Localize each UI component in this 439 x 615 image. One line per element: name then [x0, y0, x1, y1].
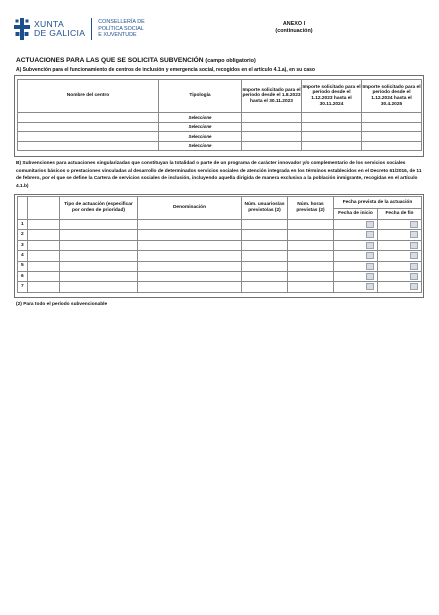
table-row: [18, 141, 422, 151]
header-period: Fecha prevista de la actuación: [334, 197, 422, 209]
start-date-field[interactable]: [334, 251, 378, 261]
end-date-field[interactable]: [378, 271, 422, 281]
header-denomination: Denominación: [138, 197, 242, 220]
header-end-date: Fecha de fin: [378, 209, 422, 220]
blank-cell: [28, 230, 60, 240]
row-number: 7: [18, 282, 28, 292]
denomination-field[interactable]: [138, 271, 242, 281]
calendar-icon[interactable]: [410, 252, 418, 259]
users-field[interactable]: [242, 240, 288, 250]
amount-3-field[interactable]: [362, 141, 422, 151]
section-a-table: [17, 79, 422, 151]
table-header-row: [18, 80, 422, 113]
amount-3-field[interactable]: [362, 122, 422, 132]
row-number: 5: [18, 261, 28, 271]
amount-1-field[interactable]: [242, 132, 302, 142]
calendar-icon[interactable]: [366, 273, 374, 280]
table-row: [18, 271, 422, 281]
denomination-field[interactable]: [138, 251, 242, 261]
type-select[interactable]: Seleccione: [159, 132, 242, 142]
end-date-field[interactable]: [378, 282, 422, 292]
action-type-field[interactable]: [60, 261, 138, 271]
header-row-number: [18, 197, 28, 220]
center-name-field[interactable]: [18, 122, 159, 132]
denomination-field[interactable]: [138, 240, 242, 250]
end-date-field[interactable]: [378, 230, 422, 240]
calendar-icon[interactable]: [410, 231, 418, 238]
section-b-table: [17, 196, 422, 293]
table-row: [18, 122, 422, 132]
start-date-field[interactable]: [334, 271, 378, 281]
department-name: [98, 19, 144, 38]
page-title: [16, 57, 256, 64]
hours-field[interactable]: [288, 230, 334, 240]
logo-wordmark: [34, 20, 85, 38]
blank-cell: [28, 282, 60, 292]
annex-subtitle: (continuación): [275, 28, 313, 34]
header-center-name: Nombre del centro: [18, 80, 159, 113]
hours-field[interactable]: [288, 220, 334, 230]
dept-line3: E XUVENTUDE: [98, 32, 137, 39]
header-users: Núm. usuarios/as previsto/as (2): [242, 197, 288, 220]
blank-cell: [28, 240, 60, 250]
hours-field[interactable]: [288, 240, 334, 250]
page-header: [14, 18, 426, 46]
type-select[interactable]: Seleccione: [159, 113, 242, 123]
action-type-field[interactable]: [60, 220, 138, 230]
type-select[interactable]: Seleccione: [159, 122, 242, 132]
row-number: 2: [18, 230, 28, 240]
start-date-field[interactable]: [334, 240, 378, 250]
header-amount-1: Importe solicitado para el período desde el 1.8.2023 hasta el 30.11.2023: [242, 80, 302, 113]
amount-3-field[interactable]: [362, 113, 422, 123]
row-number: 1: [18, 220, 28, 230]
section-a-box: [14, 75, 424, 157]
users-field[interactable]: [242, 261, 288, 271]
calendar-icon[interactable]: [410, 283, 418, 290]
start-date-field[interactable]: [334, 220, 378, 230]
end-date-field[interactable]: [378, 240, 422, 250]
center-name-field[interactable]: [18, 132, 159, 142]
blank-cell: [28, 271, 60, 281]
action-type-field[interactable]: [60, 271, 138, 281]
action-type-field[interactable]: [60, 240, 138, 250]
calendar-icon[interactable]: [366, 252, 374, 259]
footnote: (2) Para todo el período subvencionable: [16, 302, 108, 307]
blank-cell: [28, 220, 60, 230]
header-hours: Núm. horas previstas (2): [288, 197, 334, 220]
table-row: [18, 230, 422, 240]
header-start-date: Fecha de inicio: [334, 209, 378, 220]
denomination-field[interactable]: [138, 282, 242, 292]
header-action-type: Tipo de actuación (especificar por orden de prioridad): [60, 197, 138, 220]
table-row: [18, 282, 422, 292]
xunta-logo: [14, 18, 145, 40]
section-b-box: [14, 194, 424, 298]
center-name-field[interactable]: [18, 113, 159, 123]
calendar-icon[interactable]: [366, 242, 374, 249]
table-row: [18, 132, 422, 142]
users-field[interactable]: [242, 230, 288, 240]
table-row: [18, 251, 422, 261]
denomination-field[interactable]: [138, 220, 242, 230]
amount-1-field[interactable]: [242, 141, 302, 151]
amount-2-field[interactable]: [302, 132, 362, 142]
end-date-field[interactable]: [378, 261, 422, 271]
calendar-icon[interactable]: [366, 263, 374, 270]
annex-heading: [244, 21, 344, 35]
title-note: (campo obligatorio): [205, 58, 256, 64]
calendar-icon[interactable]: [366, 231, 374, 238]
calendar-icon[interactable]: [410, 242, 418, 249]
logo-line2: DE GALICIA: [34, 28, 86, 38]
users-field[interactable]: [242, 282, 288, 292]
row-number: 4: [18, 251, 28, 261]
hours-field[interactable]: [288, 251, 334, 261]
calendar-icon[interactable]: [410, 273, 418, 280]
amount-1-field[interactable]: [242, 113, 302, 123]
amount-2-field[interactable]: [302, 122, 362, 132]
table-row: [18, 240, 422, 250]
center-name-field[interactable]: [18, 141, 159, 151]
hours-field[interactable]: [288, 282, 334, 292]
calendar-icon[interactable]: [410, 263, 418, 270]
type-select[interactable]: Seleccione: [159, 141, 242, 151]
header-amount-2: Importe solicitado para el período desde el 1.12.2023 hasta el 30.11.2024: [302, 80, 362, 113]
logo-divider: [91, 18, 92, 40]
xunta-emblem-icon: [14, 18, 30, 40]
end-date-field[interactable]: [378, 251, 422, 261]
denomination-field[interactable]: [138, 261, 242, 271]
dept-line1: CONSELLERÍA DE: [98, 19, 145, 26]
table-row: [18, 261, 422, 271]
start-date-field[interactable]: [334, 282, 378, 292]
calendar-icon[interactable]: [410, 221, 418, 228]
table-row: [18, 220, 422, 230]
row-number: 3: [18, 240, 28, 250]
hours-field[interactable]: [288, 271, 334, 281]
users-field[interactable]: [242, 251, 288, 261]
header-blank: [28, 197, 60, 220]
table-header-row: [18, 197, 422, 209]
amount-2-field[interactable]: [302, 141, 362, 151]
users-field[interactable]: [242, 220, 288, 230]
calendar-icon[interactable]: [366, 283, 374, 290]
denomination-field[interactable]: [138, 230, 242, 240]
blank-cell: [28, 251, 60, 261]
row-number: 6: [18, 271, 28, 281]
table-row: [18, 113, 422, 123]
amount-2-field[interactable]: [302, 113, 362, 123]
amount-1-field[interactable]: [242, 122, 302, 132]
section-b-description: B) Subvenciones para actuaciones singularizadas que constituyan la totalidad o parte de un programa de carácter innovador y/o complementario de los servicios sociales comunitarios básicos o prestaciones vinculadas al desarrollo de determinados servicios sociales de atención integrada en los términos establecidos en el Decreto 61/2016, de 11 de febrero, por el que se define la Cartera de servicios sociales de inclusión, incluyendo aquella dirigida de manera exclusiva a la población inmigrante, recogidas en el artículo 4.1.b): [16, 161, 422, 189]
start-date-field[interactable]: [334, 230, 378, 240]
dept-line2: POLÍTICA SOCIAL: [98, 25, 144, 32]
annex-title: ANEXO I: [282, 21, 306, 27]
action-type-field[interactable]: [60, 282, 138, 292]
users-field[interactable]: [242, 271, 288, 281]
header-type: Tipología: [159, 80, 242, 113]
calendar-icon[interactable]: [366, 221, 374, 228]
hours-field[interactable]: [288, 261, 334, 271]
blank-cell: [28, 261, 60, 271]
start-date-field[interactable]: [334, 261, 378, 271]
title-text: ACTUACIONES PARA LAS QUE SE SOLICITA SUBVENCIÓN: [16, 57, 204, 64]
logo-line1: XUNTA: [34, 19, 64, 29]
section-a-title: A) Subvención para el funcionamiento de centros de inclusión y emergencia social, recogidos en el artículo 4.1.a), en su caso: [16, 67, 315, 73]
action-type-field[interactable]: [60, 230, 138, 240]
amount-3-field[interactable]: [362, 132, 422, 142]
header-amount-3: Importe solicitado para el período desde el 1.12.2024 hasta el 30.4.2025: [362, 80, 422, 113]
end-date-field[interactable]: [378, 220, 422, 230]
action-type-field[interactable]: [60, 251, 138, 261]
